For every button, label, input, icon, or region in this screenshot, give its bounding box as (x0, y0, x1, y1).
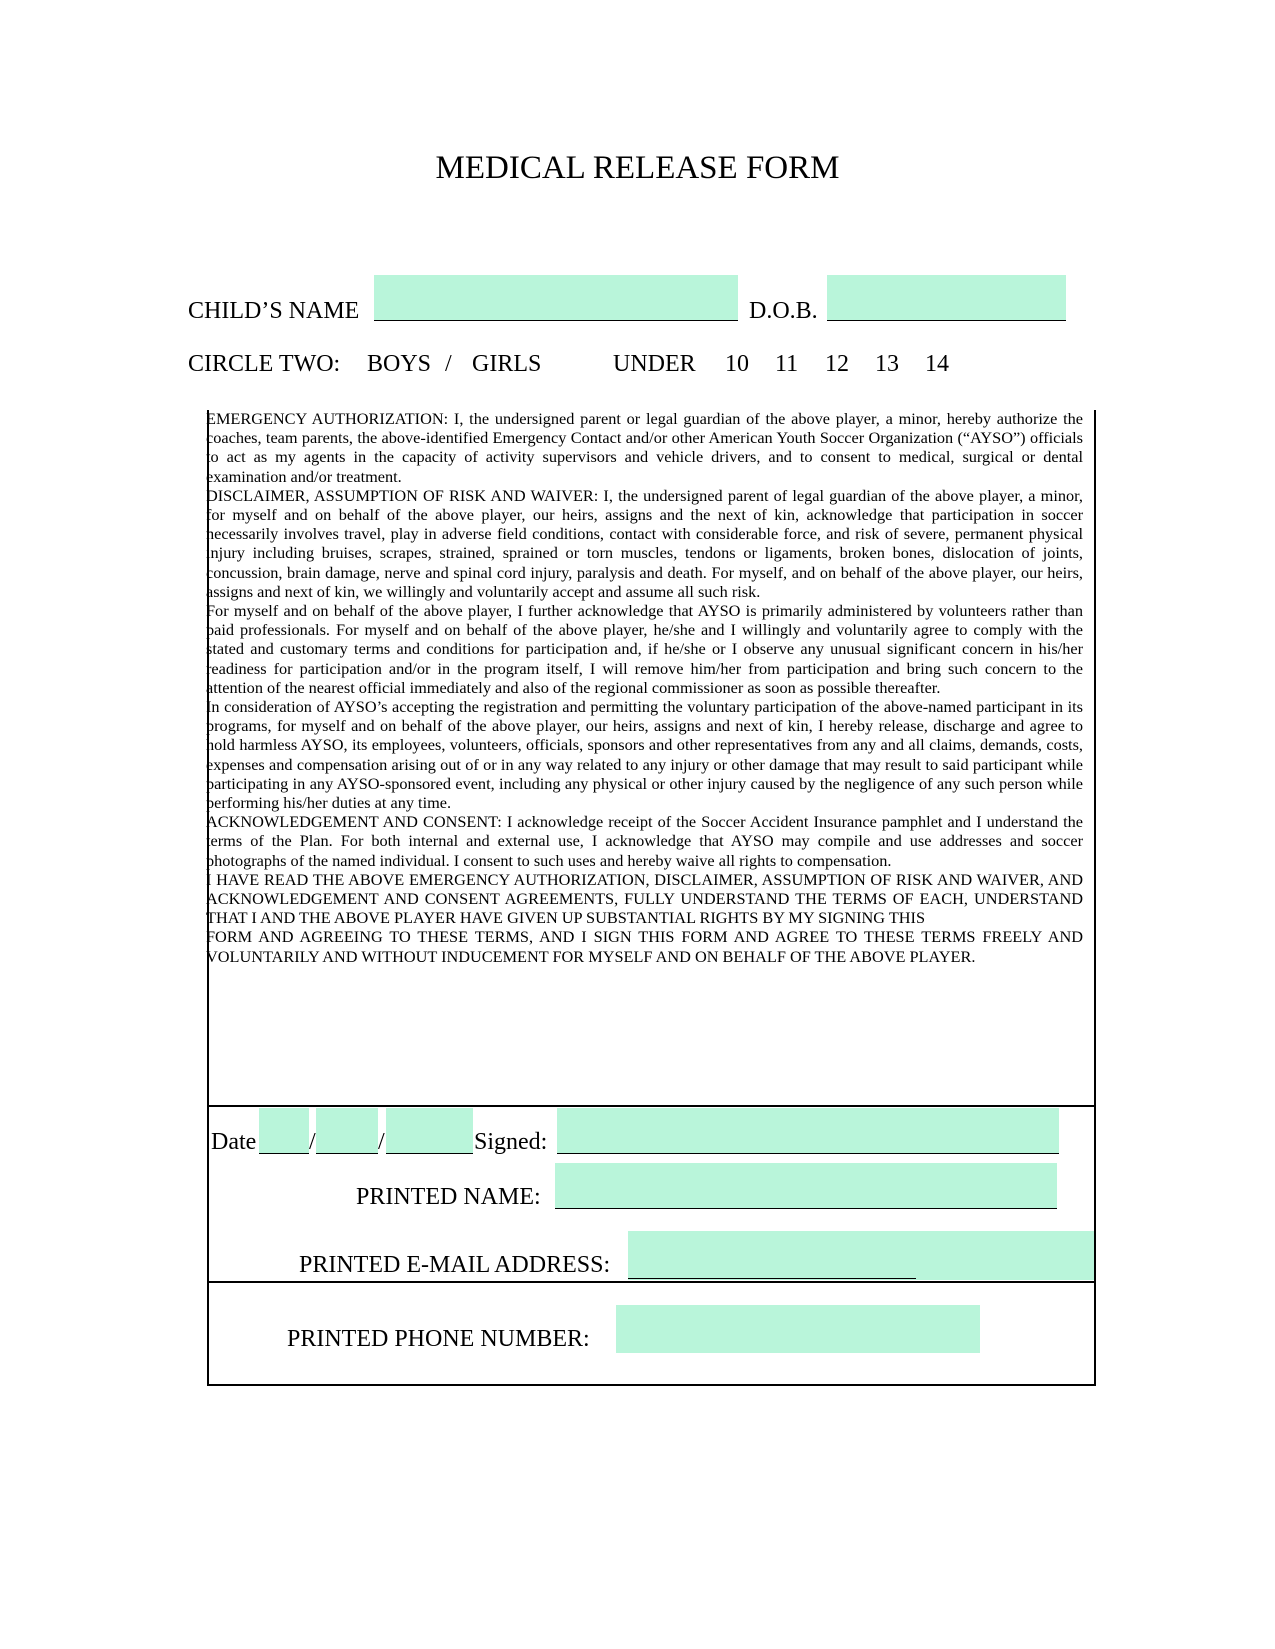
waiver-paragraph-agree: FORM AND AGREEING TO THESE TERMS, AND I SIGN THIS FORM AND AGREE TO THESE TERMS FREELY AND VOLUNTARILY AND WITHOUT INDUCEMENT FOR MYSELF AND ON BEHALF OF THE ABOVE PLAYER. (206, 927, 1083, 966)
waiver-paragraph-acknowledgement: ACKNOWLEDGEMENT AND CONSENT: I acknowledge receipt of the Soccer Accident Insurance pamphlet and I understand the terms of the Plan. For both internal and external use, I acknowledge that AYSO may compile and use addresses and soccer photographs of the named individual. I consent to such uses and hereby waive all rights to compensation. (206, 812, 1083, 870)
date-day-input[interactable] (316, 1108, 378, 1154)
gender-separator: / (445, 351, 452, 377)
child-name-underline (374, 320, 738, 321)
phone-label: PRINTED PHONE NUMBER: (287, 1326, 590, 1352)
page-title: MEDICAL RELEASE FORM (435, 150, 840, 186)
waiver-paragraph-release: In consideration of AYSO’s accepting the registration and permitting the voluntary participation of the above-named participant in its programs, for myself and on behalf of the above player, our heirs, assigns and next of kin, I hereby release, discharge and agree to hold harmless AYSO, its employees, volunteers, officials, sponsors and other representatives from any and all claims, demands, costs, expenses and compensation arising out of or in any way related to any injury or other damage that may result to said participant while participating in any AYSO-sponsored event, including any physical or other injury caused by the negligence of any such person while performing his/her duties at any time. (206, 697, 1083, 813)
date-separator: / (378, 1129, 385, 1155)
under-label: UNDER (613, 351, 696, 377)
child-name-label: CHILD’S NAME (188, 298, 360, 324)
date-year-input[interactable] (386, 1108, 473, 1154)
option-girls[interactable]: GIRLS (472, 351, 542, 377)
date-label: Date (211, 1129, 257, 1155)
circle-two-label: CIRCLE TWO: (188, 351, 341, 377)
waiver-paragraph-read-confirm: I HAVE READ THE ABOVE EMERGENCY AUTHORIZATION, DISCLAIMER, ASSUMPTION OF RISK AND WAIVER, AND ACKNOWLEDGEMENT AND CONSENT AGREEMENTS, FULLY UNDERSTAND THE TERMS OF EACH, UNDERSTAND THAT I AND THE ABOVE PLAYER HAVE GIVEN UP SUBSTANTIAL RIGHTS BY MY SIGNING THIS (206, 869, 1083, 928)
option-age-12[interactable]: 12 (825, 351, 849, 377)
waiver-text (206, 409, 1083, 966)
waiver-box-right-border (1094, 410, 1096, 1385)
date-month-underline (259, 1153, 309, 1154)
signature-underline (557, 1153, 1059, 1154)
waiver-paragraph-emergency: EMERGENCY AUTHORIZATION: I, the undersigned parent or legal guardian of the above player, a minor, hereby authorize the coaches, team parents, the above-identified Emergency Contact and/or other American Youth Soccer Organization (“AYSO”) officials to act as my agents in the capacity of activity supervisors and vehicle drivers, and to consent to medical, surgical or dental examination and/or treatment. (206, 409, 1083, 486)
email-underline (628, 1278, 916, 1279)
dob-input[interactable] (827, 275, 1066, 321)
child-name-input[interactable] (374, 275, 738, 321)
phone-input[interactable] (616, 1305, 980, 1353)
option-age-14[interactable]: 14 (925, 351, 949, 377)
option-boys[interactable]: BOYS (367, 351, 432, 377)
waiver-paragraph-volunteers: For myself and on behalf of the above player, I further acknowledge that AYSO is primarily administered by volunteers rather than paid professionals. For myself and on behalf of the above player, he/she and I willingly and voluntarily agree to comply with the stated and customary terms and conditions for participation and, if he/she or I observe any unusual significant concern in his/her readiness for participation and/or in the program itself, I will remove him/her from participation and bring such concern to the attention of the nearest official immediately and also of the regional commissioner as soon as possible thereafter. (206, 601, 1083, 697)
printed-name-label: PRINTED NAME: (356, 1184, 541, 1210)
signed-label: Signed: (474, 1129, 548, 1155)
option-age-10[interactable]: 10 (725, 351, 749, 377)
box-bottom-border (207, 1384, 1096, 1386)
option-age-11[interactable]: 11 (775, 351, 799, 377)
date-month-input[interactable] (259, 1108, 309, 1154)
signature-input[interactable] (557, 1108, 1059, 1154)
waiver-box-divider (207, 1105, 1096, 1107)
dob-underline (827, 320, 1066, 321)
waiver-paragraph-disclaimer: DISCLAIMER, ASSUMPTION OF RISK AND WAIVER: I, the undersigned parent of legal guardian of the above player, a minor, for myself and on behalf of the above player, our heirs, assigns and the next of kin, acknowledge that participation in soccer necessarily involves travel, play in adverse field conditions, contact with considerable force, and risk of severe, permanent physical injury including bruises, scrapes, strained, sprained or torn muscles, tendons or ligaments, broken bones, dislocation of joints, concussion, brain damage, nerve and spinal cord injury, paralysis and death. For myself, and on behalf of the above player, our heirs, assigns and next of kin, we willingly and voluntarily accept and assume all such risk. (206, 485, 1083, 601)
date-day-underline (316, 1153, 378, 1154)
date-separator: / (309, 1129, 316, 1155)
dob-label: D.O.B. (749, 298, 818, 324)
date-year-underline (386, 1153, 473, 1154)
email-input[interactable] (628, 1231, 1094, 1280)
option-age-13[interactable]: 13 (875, 351, 899, 377)
signature-box-divider (207, 1281, 1096, 1283)
email-label: PRINTED E-MAIL ADDRESS: (299, 1252, 611, 1278)
printed-name-underline (555, 1208, 1057, 1209)
printed-name-input[interactable] (555, 1163, 1057, 1209)
